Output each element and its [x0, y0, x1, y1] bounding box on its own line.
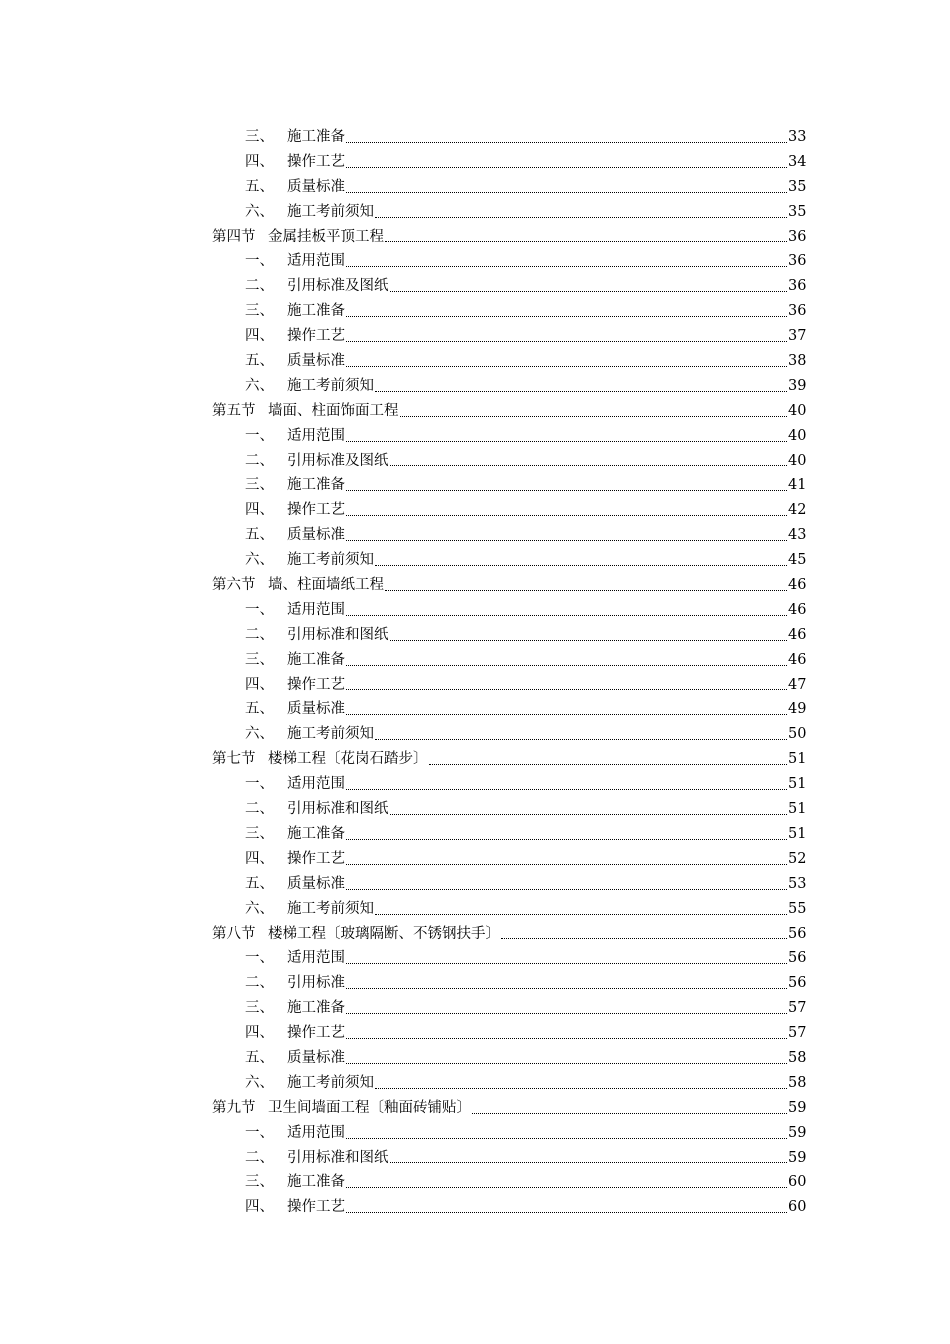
toc-dot-leader	[346, 141, 787, 143]
toc-entry-number: 三、	[245, 1174, 274, 1191]
toc-entry-number: 五、	[245, 701, 274, 718]
toc-dot-leader	[346, 440, 787, 442]
toc-subsection-entry[interactable]	[0, 374, 950, 399]
toc-entry-number: 二、	[245, 278, 274, 295]
toc-page-number: 56	[788, 925, 807, 942]
toc-dot-leader	[346, 1062, 787, 1064]
toc-entry-title: 施工考前须知	[287, 377, 374, 394]
toc-entry-number: 五、	[245, 178, 274, 195]
toc-entry-title: 质量标准	[287, 875, 345, 892]
toc-subsection-entry[interactable]	[0, 498, 950, 523]
toc-entry-title: 操作工艺	[287, 850, 345, 867]
toc-subsection-entry[interactable]	[0, 274, 950, 299]
toc-subsection-entry[interactable]	[0, 897, 950, 922]
toc-entry-number: 四、	[245, 1199, 274, 1216]
toc-dot-leader	[346, 539, 787, 541]
toc-entry-title: 引用标准和图纸	[287, 801, 389, 818]
toc-entry-number: 六、	[245, 726, 274, 743]
toc-entry-number: 一、	[245, 1124, 274, 1141]
toc-subsection-entry[interactable]	[0, 697, 950, 722]
toc-dot-leader	[346, 614, 787, 616]
toc-entry-title: 楼梯工程〔花岗石踏步〕	[268, 751, 428, 768]
toc-subsection-entry[interactable]	[0, 1071, 950, 1096]
toc-entry-title: 金属挂板平顶工程	[268, 228, 384, 245]
toc-entry-title: 适用范围	[287, 1124, 345, 1141]
toc-subsection-entry[interactable]	[0, 200, 950, 225]
toc-entry-number: 一、	[245, 950, 274, 967]
toc-subsection-entry[interactable]	[0, 299, 950, 324]
toc-subsection-entry[interactable]	[0, 1170, 950, 1195]
toc-entry-title: 引用标准和图纸	[287, 1149, 389, 1166]
toc-entry-title: 施工准备	[287, 1174, 345, 1191]
toc-dot-leader	[385, 240, 787, 242]
toc-page-number: 60	[788, 1174, 807, 1191]
toc-entry-title: 操作工艺	[287, 328, 345, 345]
toc-page-number: 43	[788, 527, 807, 544]
table-of-contents	[0, 125, 950, 1220]
toc-subsection-entry[interactable]	[0, 946, 950, 971]
toc-dot-leader	[346, 863, 787, 865]
toc-page-number: 38	[788, 353, 807, 370]
toc-dot-leader	[375, 1087, 787, 1089]
toc-entry-number: 四、	[245, 502, 274, 519]
toc-entry-title: 墙、柱面墙纸工程	[268, 577, 384, 594]
toc-page-number: 33	[788, 129, 807, 145]
toc-page-number: 55	[788, 900, 807, 917]
toc-page-number: 57	[788, 1025, 807, 1042]
toc-entry-number: 第六节	[212, 577, 256, 594]
toc-entry-number: 第九节	[212, 1099, 256, 1116]
toc-dot-leader	[390, 290, 788, 292]
toc-entry-number: 六、	[245, 377, 274, 394]
toc-entry-number: 一、	[245, 601, 274, 618]
toc-dot-leader	[385, 589, 787, 591]
toc-entry-number: 五、	[245, 1049, 274, 1066]
toc-page-number: 59	[788, 1099, 807, 1116]
toc-subsection-entry[interactable]	[0, 1021, 950, 1046]
toc-subsection-entry[interactable]	[0, 1146, 950, 1171]
toc-entry-number: 六、	[245, 203, 274, 220]
toc-entry-number: 一、	[245, 776, 274, 793]
toc-subsection-entry[interactable]	[0, 1195, 950, 1220]
toc-page-number: 53	[788, 875, 807, 892]
toc-subsection-entry[interactable]	[0, 797, 950, 822]
toc-page-number: 51	[788, 801, 807, 818]
toc-dot-leader	[346, 1137, 787, 1139]
toc-entry-number: 四、	[245, 850, 274, 867]
toc-dot-leader	[346, 166, 787, 168]
toc-page-number: 36	[788, 278, 807, 295]
toc-subsection-entry[interactable]	[0, 847, 950, 872]
toc-page-number: 46	[788, 601, 807, 618]
toc-entry-title: 墙面、柱面饰面工程	[268, 402, 399, 419]
toc-section-entry[interactable]	[0, 922, 950, 947]
toc-entry-title: 施工准备	[287, 129, 345, 145]
toc-page-number: 40	[788, 452, 807, 469]
toc-subsection-entry[interactable]	[0, 996, 950, 1021]
toc-entry-title: 引用标准及图纸	[287, 452, 389, 469]
toc-page-number: 51	[788, 825, 807, 842]
toc-subsection-entry[interactable]	[0, 1121, 950, 1146]
toc-entry-title: 质量标准	[287, 178, 345, 195]
toc-subsection-entry[interactable]	[0, 971, 950, 996]
toc-subsection-entry[interactable]	[0, 772, 950, 797]
toc-dot-leader	[346, 838, 787, 840]
toc-entry-number: 第八节	[212, 925, 256, 942]
toc-entry-title: 质量标准	[287, 353, 345, 370]
toc-entry-number: 一、	[245, 427, 274, 444]
toc-entry-title: 楼梯工程〔玻璃隔断、不锈钢扶手〕	[268, 925, 500, 942]
toc-page-number: 36	[788, 228, 807, 245]
toc-entry-title: 适用范围	[287, 950, 345, 967]
toc-dot-leader	[346, 1186, 787, 1188]
toc-entry-number: 三、	[245, 303, 274, 320]
toc-section-entry[interactable]	[0, 1096, 950, 1121]
toc-entry-number: 五、	[245, 875, 274, 892]
toc-subsection-entry[interactable]	[0, 722, 950, 747]
toc-entry-number: 三、	[245, 129, 274, 145]
toc-page-number: 41	[788, 477, 807, 494]
toc-page-number: 51	[788, 751, 807, 768]
toc-entry-number: 第四节	[212, 228, 256, 245]
toc-entry-number: 三、	[245, 825, 274, 842]
toc-dot-leader	[375, 913, 787, 915]
toc-dot-leader	[346, 987, 787, 989]
toc-entry-number: 二、	[245, 452, 274, 469]
toc-page-number: 40	[788, 402, 807, 419]
toc-page-number: 39	[788, 377, 807, 394]
toc-entry-title: 施工准备	[287, 477, 345, 494]
toc-page-number: 56	[788, 975, 807, 992]
toc-page-number: 37	[788, 328, 807, 345]
toc-entry-number: 三、	[245, 1000, 274, 1017]
toc-page-number: 60	[788, 1199, 807, 1216]
toc-entry-number: 四、	[245, 328, 274, 345]
toc-entry-number: 第七节	[212, 751, 256, 768]
toc-subsection-entry[interactable]	[0, 175, 950, 200]
toc-subsection-entry[interactable]	[0, 623, 950, 648]
toc-entry-number: 四、	[245, 153, 274, 170]
toc-page-number: 58	[788, 1049, 807, 1066]
toc-entry-number: 六、	[245, 1074, 274, 1091]
toc-dot-leader	[375, 390, 787, 392]
toc-page-number: 46	[788, 651, 807, 668]
toc-entry-number: 五、	[245, 527, 274, 544]
toc-dot-leader	[472, 1112, 787, 1114]
toc-entry-title: 操作工艺	[287, 1199, 345, 1216]
toc-entry-number: 二、	[245, 801, 274, 818]
toc-dot-leader	[390, 464, 788, 466]
toc-entry-title: 操作工艺	[287, 502, 345, 519]
toc-entry-title: 适用范围	[287, 776, 345, 793]
toc-entry-title: 施工考前须知	[287, 726, 374, 743]
toc-entry-title: 质量标准	[287, 701, 345, 718]
toc-entry-number: 四、	[245, 676, 274, 693]
toc-dot-leader	[346, 315, 787, 317]
toc-entry-title: 引用标准和图纸	[287, 626, 389, 643]
toc-entry-title: 施工准备	[287, 303, 345, 320]
toc-subsection-entry[interactable]	[0, 324, 950, 349]
toc-entry-number: 第五节	[212, 402, 256, 419]
toc-dot-leader	[390, 1161, 788, 1163]
toc-dot-leader	[346, 713, 787, 715]
toc-section-entry[interactable]	[0, 573, 950, 598]
toc-entry-title: 操作工艺	[287, 1025, 345, 1042]
toc-entry-number: 二、	[245, 626, 274, 643]
toc-subsection-entry[interactable]	[0, 598, 950, 623]
toc-page-number: 36	[788, 253, 807, 270]
toc-subsection-entry[interactable]	[0, 473, 950, 498]
toc-page-number: 36	[788, 303, 807, 320]
toc-subsection-entry[interactable]	[0, 424, 950, 449]
toc-subsection-entry[interactable]	[0, 449, 950, 474]
toc-page-number: 57	[788, 1000, 807, 1017]
toc-dot-leader	[346, 340, 787, 342]
toc-entry-number: 一、	[245, 253, 274, 270]
toc-section-entry[interactable]	[0, 399, 950, 424]
toc-entry-title: 施工考前须知	[287, 900, 374, 917]
toc-dot-leader	[390, 813, 788, 815]
toc-subsection-entry[interactable]	[0, 150, 950, 175]
toc-dot-leader	[346, 191, 787, 193]
toc-dot-leader	[375, 564, 787, 566]
toc-dot-leader	[501, 937, 787, 939]
toc-page-number: 34	[788, 153, 807, 170]
toc-dot-leader	[429, 763, 788, 765]
toc-dot-leader	[346, 788, 787, 790]
toc-entry-number: 二、	[245, 975, 274, 992]
toc-dot-leader	[346, 489, 787, 491]
toc-entry-title: 施工考前须知	[287, 203, 374, 220]
toc-dot-leader	[400, 415, 788, 417]
toc-page-number: 49	[788, 701, 807, 718]
toc-entry-number: 四、	[245, 1025, 274, 1042]
toc-dot-leader	[346, 1037, 787, 1039]
toc-page-number: 35	[788, 178, 807, 195]
toc-dot-leader	[346, 365, 787, 367]
toc-dot-leader	[390, 639, 788, 641]
toc-dot-leader	[346, 664, 787, 666]
toc-page-number: 51	[788, 776, 807, 793]
toc-page-number: 40	[788, 427, 807, 444]
toc-page-number: 45	[788, 552, 807, 569]
toc-dot-leader	[346, 1012, 787, 1014]
toc-entry-title: 操作工艺	[287, 153, 345, 170]
toc-entry-number: 三、	[245, 651, 274, 668]
toc-page-number: 47	[788, 676, 807, 693]
toc-entry-title: 施工准备	[287, 1000, 345, 1017]
toc-entry-title: 引用标准	[287, 975, 345, 992]
toc-entry-title: 施工考前须知	[287, 552, 374, 569]
toc-entry-number: 六、	[245, 900, 274, 917]
toc-page-number: 59	[788, 1124, 807, 1141]
toc-entry-title: 适用范围	[287, 427, 345, 444]
toc-subsection-entry[interactable]	[0, 822, 950, 847]
toc-entry-title: 施工考前须知	[287, 1074, 374, 1091]
toc-section-entry[interactable]	[0, 225, 950, 250]
toc-page-number: 46	[788, 626, 807, 643]
toc-section-entry[interactable]	[0, 747, 950, 772]
toc-dot-leader	[375, 216, 787, 218]
toc-entry-title: 施工准备	[287, 651, 345, 668]
toc-entry-title: 质量标准	[287, 1049, 345, 1066]
toc-page-number: 56	[788, 950, 807, 967]
toc-entry-title: 质量标准	[287, 527, 345, 544]
toc-page-number: 58	[788, 1074, 807, 1091]
toc-subsection-entry[interactable]	[0, 1046, 950, 1071]
toc-dot-leader	[346, 265, 787, 267]
toc-subsection-entry[interactable]	[0, 648, 950, 673]
toc-page-number: 50	[788, 726, 807, 743]
toc-page-number: 52	[788, 850, 807, 867]
toc-page-number: 42	[788, 502, 807, 519]
toc-page-number: 46	[788, 577, 807, 594]
toc-entry-title: 操作工艺	[287, 676, 345, 693]
toc-dot-leader	[346, 688, 787, 690]
toc-subsection-entry[interactable]	[0, 125, 950, 150]
toc-entry-title: 施工准备	[287, 825, 345, 842]
toc-entry-number: 三、	[245, 477, 274, 494]
toc-subsection-entry[interactable]	[0, 548, 950, 573]
toc-subsection-entry[interactable]	[0, 523, 950, 548]
toc-page-number: 35	[788, 203, 807, 220]
toc-dot-leader	[346, 962, 787, 964]
toc-entry-number: 二、	[245, 1149, 274, 1166]
toc-entry-title: 引用标准及图纸	[287, 278, 389, 295]
toc-subsection-entry[interactable]	[0, 872, 950, 897]
toc-subsection-entry[interactable]	[0, 349, 950, 374]
toc-entry-title: 适用范围	[287, 253, 345, 270]
toc-subsection-entry[interactable]	[0, 249, 950, 274]
toc-entry-number: 六、	[245, 552, 274, 569]
toc-dot-leader	[375, 738, 787, 740]
toc-dot-leader	[346, 1211, 787, 1213]
toc-dot-leader	[346, 514, 787, 516]
toc-entry-title: 卫生间墙面工程〔釉面砖铺贴〕	[268, 1099, 471, 1116]
toc-entry-title: 适用范围	[287, 601, 345, 618]
toc-page-number: 59	[788, 1149, 807, 1166]
toc-subsection-entry[interactable]	[0, 673, 950, 698]
toc-entry-number: 五、	[245, 353, 274, 370]
toc-dot-leader	[346, 888, 787, 890]
